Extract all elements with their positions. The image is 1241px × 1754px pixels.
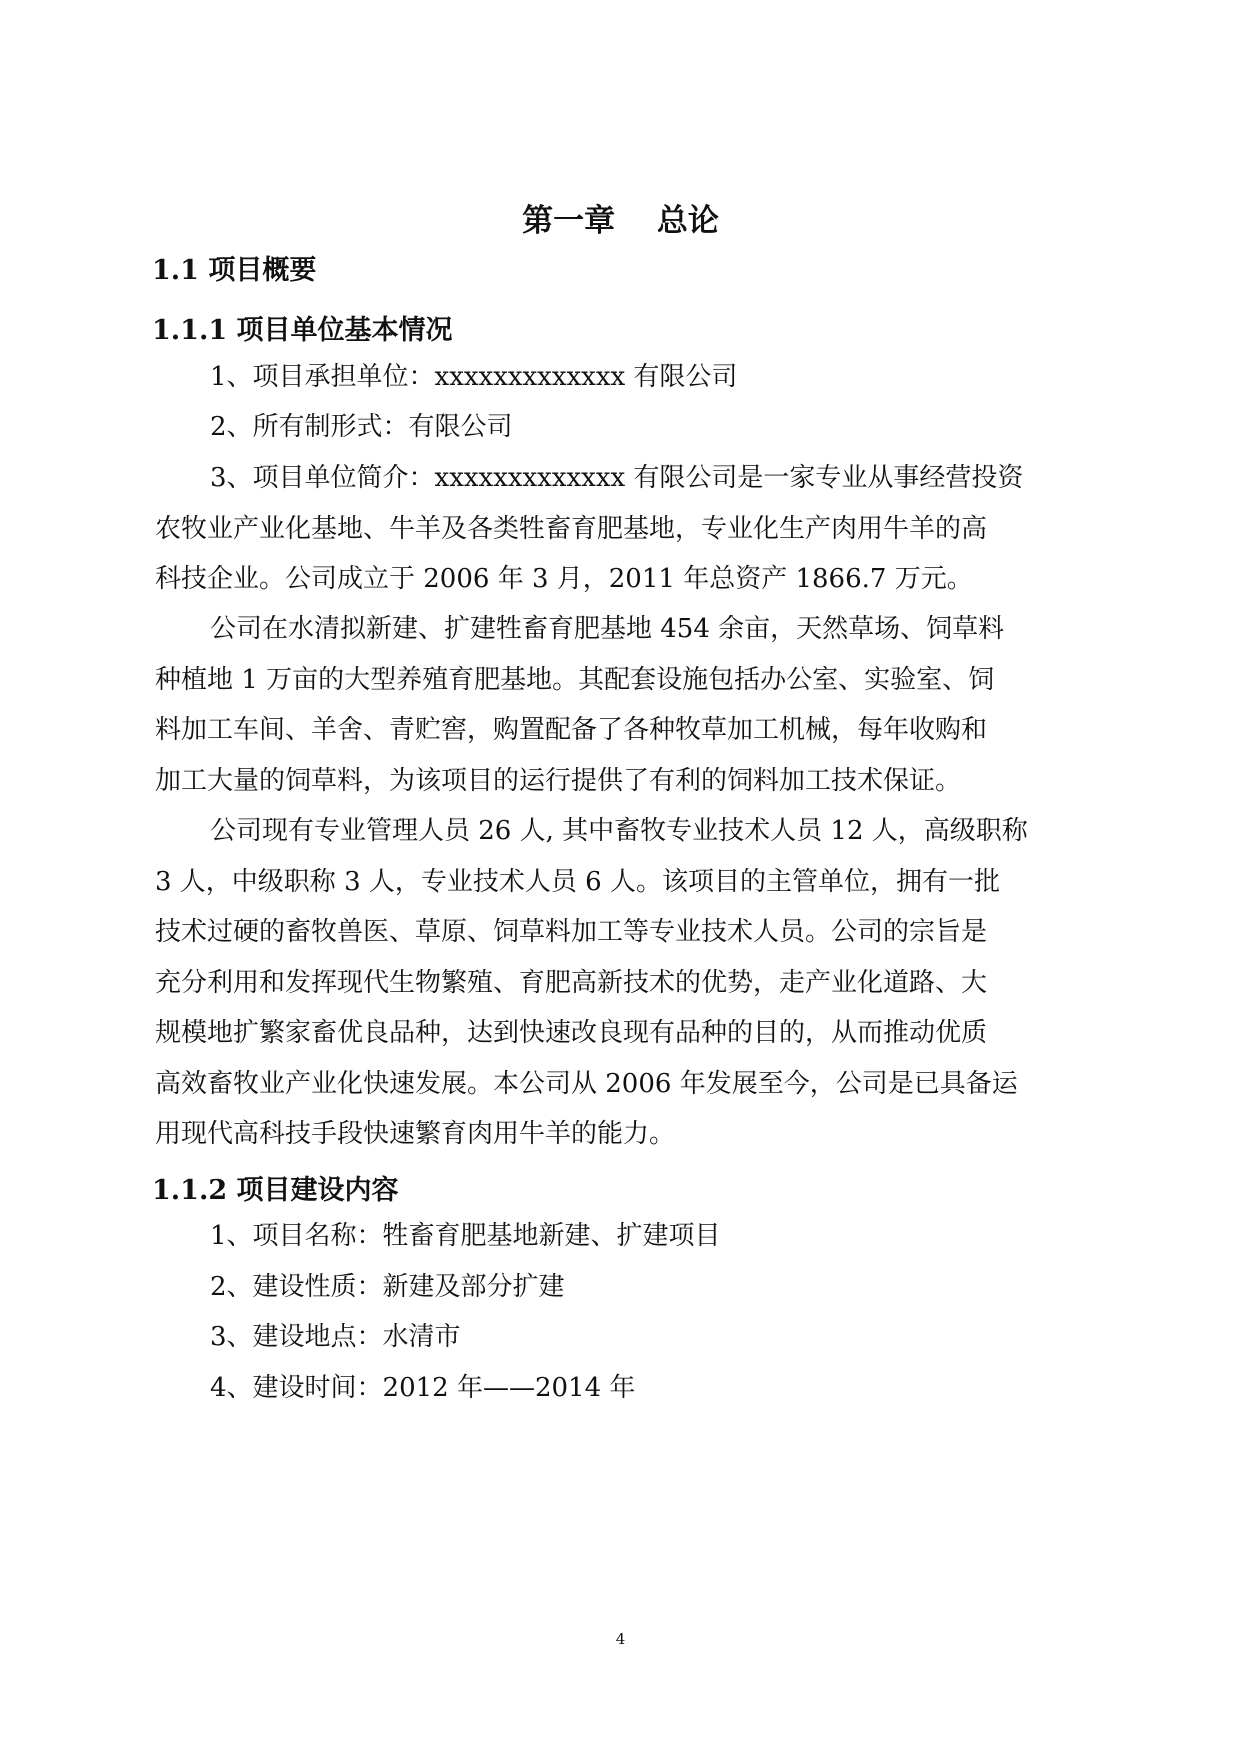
list-item: 1、项目名称：牲畜育肥基地新建、扩建项目 <box>210 1221 721 1251</box>
list-item: 4、建设时间：2012 年——2014 年 <box>210 1373 636 1403</box>
paragraph-line: 料加工车间、羊舍、青贮窖，购置配备了各种牧草加工机械，每年收购和 <box>155 715 988 745</box>
paragraph-line: 农牧业产业化基地、牛羊及各类牲畜育肥基地，专业化生产肉用牛羊的高 <box>155 514 988 544</box>
list-item: 3、建设地点：水清市 <box>210 1322 461 1352</box>
paragraph-line: 公司现有专业管理人员 26 人, 其中畜牧专业技术人员 12 人，高级职称 <box>210 816 1028 846</box>
paragraph-line: 高效畜牧业产业化快速发展。本公司从 2006 年发展至今，公司是已具备运 <box>155 1069 1018 1099</box>
section-heading-1-1-2: 1.1.2 项目建设内容 <box>152 1175 399 1206</box>
paragraph-line: 3 人，中级职称 3 人，专业技术人员 6 人。该项目的主管单位，拥有一批 <box>155 867 1000 897</box>
chapter-title: 第一章 总论 <box>522 203 719 239</box>
paragraph-line: 加工大量的饲草料，为该项目的运行提供了有利的饲料加工技术保证。 <box>155 766 962 796</box>
paragraph-line: 技术过硬的畜牧兽医、草原、饲草料加工等专业技术人员。公司的宗旨是 <box>155 917 988 947</box>
list-item: 2、所有制形式：有限公司 <box>210 412 513 442</box>
paragraph-line: 3、项目单位简介：xxxxxxxxxxxxx 有限公司是一家专业从事经营投资 <box>210 463 1024 493</box>
list-item: 1、项目承担单位：xxxxxxxxxxxxx 有限公司 <box>210 362 738 392</box>
list-item: 2、建设性质：新建及部分扩建 <box>210 1272 565 1302</box>
section-heading-1-1-1: 1.1.1 项目单位基本情况 <box>152 315 453 346</box>
section-heading-1-1: 1.1 项目概要 <box>152 255 317 286</box>
paragraph-line: 规模地扩繁家畜优良品种，达到快速改良现有品种的目的，从而推动优质 <box>155 1018 988 1048</box>
paragraph-line: 充分利用和发挥现代生物繁殖、育肥高新技术的优势，走产业化道路、大 <box>155 968 988 998</box>
paragraph-line: 用现代高科技手段快速繁育肉用牛羊的能力。 <box>155 1119 676 1149</box>
paragraph-line: 公司在水清拟新建、扩建牲畜育肥基地 454 余亩，天然草场、饲草料 <box>210 614 1005 644</box>
paragraph-line: 种植地 1 万亩的大型养殖育肥基地。其配套设施包括办公室、实验室、饲 <box>155 665 995 695</box>
page-number: 4 <box>615 1630 626 1648</box>
paragraph-line: 科技企业。公司成立于 2006 年 3 月，2011 年总资产 1866.7 万元。 <box>155 564 973 594</box>
